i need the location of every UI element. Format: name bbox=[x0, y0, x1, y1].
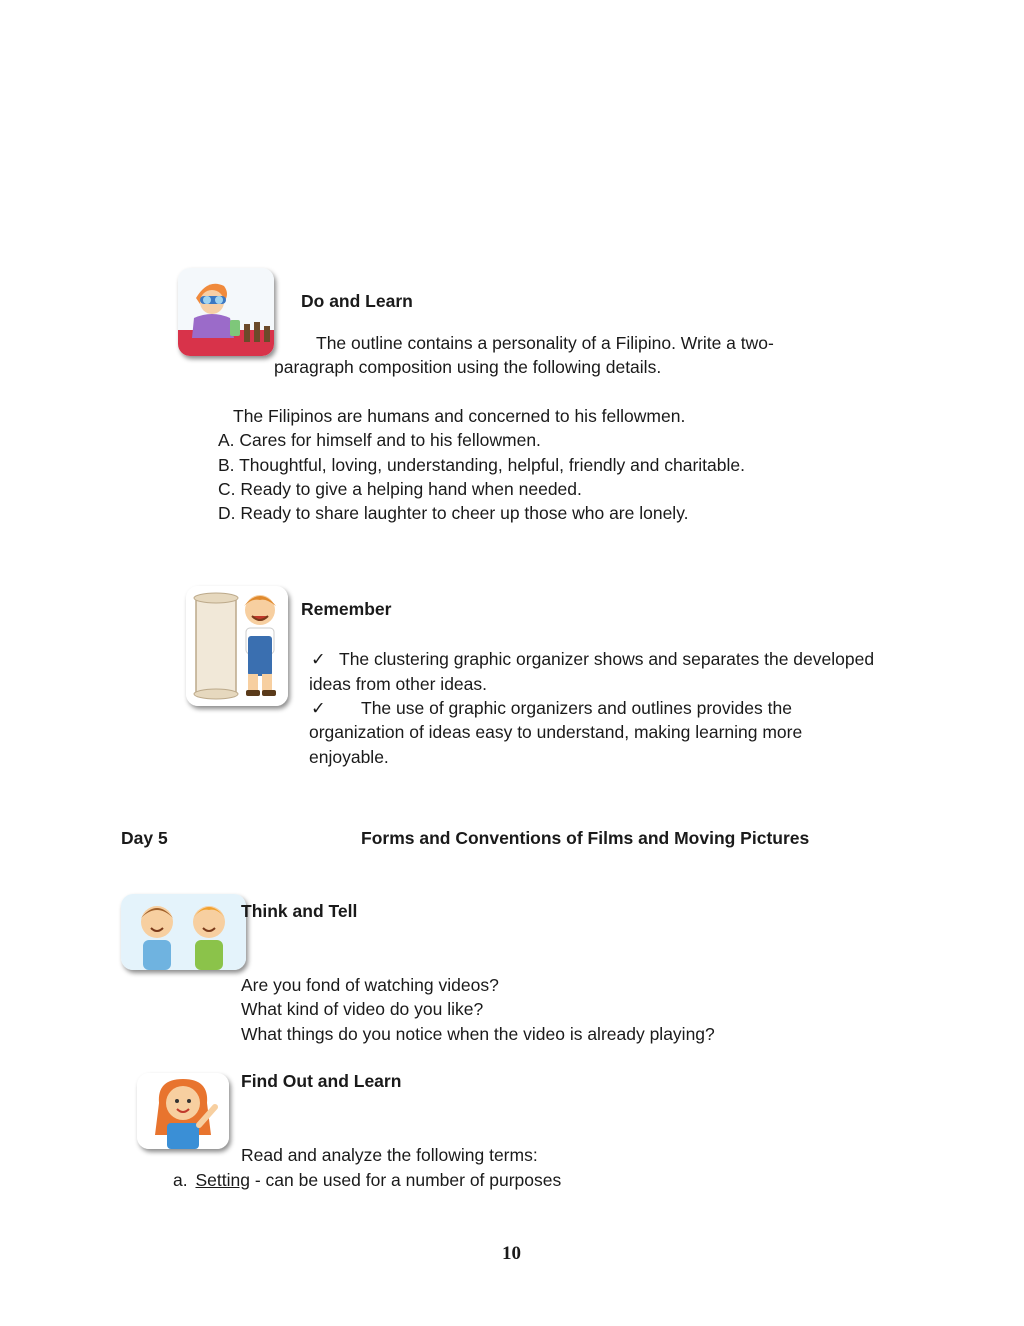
think-and-tell-question: Are you fond of watching videos? bbox=[241, 975, 499, 995]
outline-topic: The Filipinos are humans and concerned to his fellowmen. bbox=[233, 406, 686, 426]
do-and-learn-icon bbox=[178, 268, 274, 356]
check-mark-icon: ✓ bbox=[311, 698, 326, 718]
think-and-tell-question: What kind of video do you like? bbox=[241, 999, 484, 1019]
think-and-tell-heading: Think and Tell bbox=[241, 901, 358, 921]
outline-item: B. Thoughtful, loving, understanding, helpful, friendly and charitable. bbox=[218, 455, 745, 475]
term-definition: - can be used for a number of purposes bbox=[249, 1170, 562, 1190]
page-number: 10 bbox=[502, 1243, 521, 1264]
check-mark-icon: ✓ bbox=[311, 649, 326, 669]
remember-point1-line1: The clustering graphic organizer shows and separates the developed bbox=[339, 649, 875, 669]
do-and-learn-heading: Do and Learn bbox=[301, 291, 413, 311]
day-label: Day 5 bbox=[121, 828, 168, 848]
lesson-title: Forms and Conventions of Films and Moving Pictures bbox=[361, 828, 810, 848]
think-and-tell-icon bbox=[121, 894, 246, 970]
outline-item: C. Ready to give a helping hand when needed. bbox=[218, 479, 582, 499]
remember-heading: Remember bbox=[301, 599, 392, 619]
term-marker: a. bbox=[173, 1170, 188, 1190]
find-out-and-learn-heading: Find Out and Learn bbox=[241, 1071, 402, 1091]
outline-item: D. Ready to share laughter to cheer up those who are lonely. bbox=[218, 503, 689, 523]
remember-point2-line2: organization of ideas easy to understand, making learning more bbox=[309, 722, 803, 742]
find-out-and-learn-icon bbox=[137, 1073, 229, 1149]
do-and-learn-intro-line1: The outline contains a personality of a Filipino. Write a two- bbox=[316, 333, 774, 353]
do-and-learn-intro-line2: paragraph composition using the following details. bbox=[274, 357, 662, 377]
remember-point2-line1: The use of graphic organizers and outlines provides the bbox=[361, 698, 792, 718]
find-out-instruction: Read and analyze the following terms: bbox=[241, 1145, 538, 1165]
remember-point1-line2: ideas from other ideas. bbox=[309, 674, 488, 694]
term-item bbox=[173, 1168, 561, 1193]
outline-item: A. Cares for himself and to his fellowmen. bbox=[218, 430, 541, 450]
remember-point2-line3: enjoyable. bbox=[309, 747, 389, 767]
think-and-tell-question: What things do you notice when the video is already playing? bbox=[241, 1024, 715, 1044]
term-name: Setting bbox=[195, 1170, 250, 1190]
remember-icon bbox=[186, 586, 288, 706]
